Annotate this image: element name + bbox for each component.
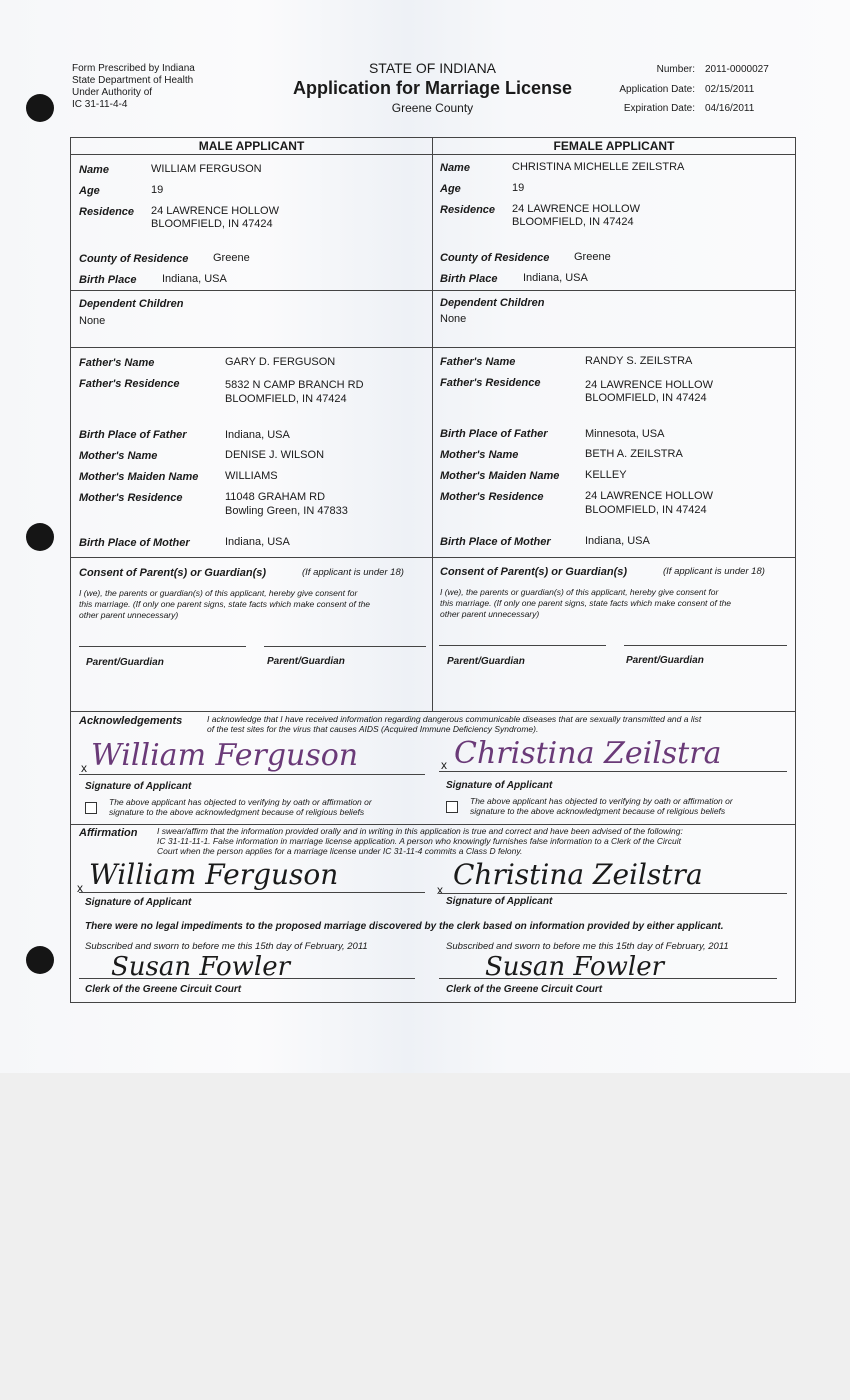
female-dependent-children-label: Dependent Children [440, 297, 545, 309]
male-father-birth: Indiana, USA [225, 429, 290, 441]
male-parent-guardian-1: Parent/Guardian [86, 657, 164, 668]
prescribed-line: IC 31-11-4-4 [72, 99, 128, 110]
form-title: Application for Marriage License [292, 78, 573, 98]
clerk-signature-male-side: Susan Fowler [111, 952, 291, 982]
male-age-label: Age [79, 185, 100, 197]
female-mother-birth-label: Birth Place of Mother [440, 536, 551, 548]
male-affirmation-signature-label: Signature of Applicant [85, 897, 192, 908]
male-signature-label: Signature of Applicant [85, 781, 192, 792]
male-consent-label: Consent of Parent(s) or Guardian(s) [79, 567, 267, 579]
male-father-residence-line2: BLOOMFIELD, IN 47424 [225, 393, 347, 405]
male-mother-name: DENISE J. WILSON [225, 449, 325, 461]
male-mother-maiden-label: Mother's Maiden Name [79, 471, 199, 483]
female-x-mark: x [441, 758, 447, 772]
female-parent-guardian-2: Parent/Guardian [626, 655, 704, 666]
expiration-date-value: 04/16/2011 [705, 103, 755, 114]
male-applicant-header: MALE APPLICANT [198, 139, 305, 153]
male-objection-text-2: signature to the above acknowledgment because of religious beliefs [109, 807, 365, 817]
male-mother-residence-line2: Bowling Green, IN 47833 [225, 505, 348, 517]
female-clerk-label: Clerk of the Greene Circuit Court [446, 984, 603, 995]
female-objection-text-2: signature to the above acknowledgment because of religious beliefs [470, 806, 726, 816]
male-subscribed-text: Subscribed and sworn to before me this 15th day of February, 2011 [85, 941, 368, 952]
prescribed-line: Form Prescribed by Indiana [72, 63, 195, 74]
female-subscribed-text: Subscribed and sworn to before me this 15th day of February, 2011 [446, 941, 729, 952]
male-affirmation-x-mark: x [77, 881, 83, 895]
expiration-date-label: Expiration Date: [623, 103, 695, 114]
female-mother-residence-label: Mother's Residence [440, 491, 544, 503]
affirmation-text-2: IC 31-11-11-1. False information in marriage license application. A person who knowingly furnishes false information to a Clerk of the Circuit [157, 836, 681, 846]
female-applicant-header: FEMALE APPLICANT [553, 139, 675, 153]
male-mother-residence-line1: 11048 GRAHAM RD [225, 491, 326, 503]
male-father-residence-line1: 5832 N CAMP BRANCH RD [225, 379, 364, 391]
female-county-label: County of Residence [440, 252, 550, 264]
male-objection-text-1: The above applicant has objected to verifying by oath or affirmation or [109, 797, 372, 807]
male-mother-birth-label: Birth Place of Mother [79, 537, 190, 549]
form-prescribed-note [72, 63, 195, 111]
female-father-birth-label: Birth Place of Father [440, 428, 548, 440]
prescribed-line: State Department of Health [72, 75, 194, 86]
male-name-label: Name [79, 164, 109, 176]
female-mother-name-label: Mother's Name [440, 449, 519, 461]
female-name: CHRISTINA MICHELLE ZEILSTRA [512, 161, 685, 173]
male-age: 19 [151, 184, 164, 196]
male-county: Greene [213, 252, 250, 264]
male-consent-text-1: I (we), the parents or guardian(s) of this applicant, hereby give consent for [79, 588, 358, 598]
male-father-name: GARY D. FERGUSON [225, 356, 336, 368]
female-dependent-children: None [440, 313, 467, 325]
female-father-birth: Minnesota, USA [585, 428, 665, 440]
male-mother-name-label: Mother's Name [79, 450, 158, 462]
number-value: 2011-0000027 [705, 64, 769, 75]
male-father-name-label: Father's Name [79, 357, 155, 369]
female-father-name-label: Father's Name [440, 356, 516, 368]
clerk-signature-female-side: Susan Fowler [485, 952, 665, 982]
state-name: STATE OF INDIANA [368, 60, 497, 76]
male-father-residence-label: Father's Residence [79, 378, 180, 390]
female-mother-residence-line2: BLOOMFIELD, IN 47424 [585, 504, 707, 516]
male-dependent-children: None [79, 315, 106, 327]
county-name: Greene County [391, 101, 474, 115]
female-county: Greene [574, 251, 611, 263]
male-mother-maiden: WILLIAMS [225, 470, 278, 482]
male-residence-label: Residence [79, 206, 135, 218]
female-parent-guardian-1: Parent/Guardian [447, 656, 525, 667]
female-mother-name: BETH A. ZEILSTRA [585, 448, 683, 460]
affirmation-text-3: Court when the person applies for a marriage license under IC 31-11-4 commits a Class D felony. [157, 846, 523, 856]
application-date-value: 02/15/2011 [705, 83, 755, 95]
male-residence-line1: 24 LAWRENCE HOLLOW [151, 205, 279, 217]
female-objection-text-1: The above applicant has objected to verifying by oath or affirmation or [470, 796, 733, 806]
punch-hole [26, 94, 54, 122]
female-affirmation-signature: Christina Zeilstra [453, 858, 703, 891]
male-mother-residence-label: Mother's Residence [79, 492, 183, 504]
female-mother-birth: Indiana, USA [585, 535, 650, 547]
male-x-mark: x [81, 761, 87, 775]
male-name: WILLIAM FERGUSON [151, 163, 262, 175]
male-consent-note: (If applicant is under 18) [302, 567, 404, 578]
female-acknowledgement-signature: Christina Zeilstra [454, 736, 722, 771]
male-parent-guardian-2: Parent/Guardian [267, 656, 345, 667]
affirmation-text-1: I swear/affirm that the information provided orally and in writing in this application is true and correct and have been advised of the following: [157, 826, 683, 836]
male-county-label: County of Residence [79, 253, 189, 265]
male-residence-line2: BLOOMFIELD, IN 47424 [151, 218, 273, 230]
female-consent-text-3: other parent unnecessary) [440, 609, 540, 619]
female-birth-place-label: Birth Place [440, 273, 498, 285]
male-clerk-label: Clerk of the Greene Circuit Court [85, 984, 242, 995]
female-affirmation-x-mark: x [437, 883, 443, 897]
female-birth-place: Indiana, USA [523, 272, 588, 284]
male-consent-text-2: this marriage. (If only one parent signs, state facts which make consent of the [79, 599, 371, 609]
no-impediments-statement: There were no legal impediments to the proposed marriage discovered by the clerk based on information provided by either applicant. [85, 921, 724, 932]
female-consent-note: (If applicant is under 18) [663, 566, 765, 577]
affirmation-label: Affirmation [79, 827, 138, 839]
female-age: 19 [512, 182, 525, 194]
female-signature-label: Signature of Applicant [446, 780, 553, 791]
punch-hole [26, 523, 54, 551]
female-consent-text-1: I (we), the parents or guardian(s) of this applicant, hereby give consent for [440, 587, 719, 597]
punch-hole [26, 946, 54, 974]
application-date-label: Application Date: [619, 83, 695, 95]
female-mother-residence-line1: 24 LAWRENCE HOLLOW [585, 490, 713, 502]
female-mother-maiden: KELLEY [585, 469, 627, 481]
female-father-residence-line1: 24 LAWRENCE HOLLOW [585, 379, 713, 391]
acknowledgement-text-1: I acknowledge that I have received information regarding dangerous communicable diseases that are sexually transmitted and a list [207, 714, 702, 724]
female-consent-text-2: this marriage. (If only one parent signs, state facts which make consent of the [440, 598, 732, 608]
form-title-block [270, 60, 595, 115]
acknowledgement-text-2: of the test sites for the virus that causes AIDS (Acquired Immune Deficiency Syndrome). [207, 724, 539, 734]
male-objection-checkbox[interactable] [85, 802, 97, 814]
female-residence-label: Residence [440, 204, 496, 216]
male-mother-birth: Indiana, USA [225, 536, 290, 548]
male-birth-place: Indiana, USA [162, 273, 227, 285]
male-affirmation-signature: William Ferguson [89, 858, 339, 891]
male-dependent-children-label: Dependent Children [79, 298, 184, 310]
female-residence-line2: BLOOMFIELD, IN 47424 [512, 216, 634, 228]
male-consent-text-3: other parent unnecessary) [79, 610, 179, 620]
male-father-birth-label: Birth Place of Father [79, 429, 187, 441]
male-acknowledgement-signature: William Ferguson [91, 738, 359, 773]
female-consent-label: Consent of Parent(s) or Guardian(s) [440, 566, 628, 578]
female-objection-checkbox[interactable] [446, 801, 458, 813]
male-birth-place-label: Birth Place [79, 274, 137, 286]
female-father-residence-label: Father's Residence [440, 377, 541, 389]
prescribed-line: Under Authority of [72, 87, 153, 98]
female-age-label: Age [440, 183, 461, 195]
female-mother-maiden-label: Mother's Maiden Name [440, 470, 560, 482]
female-father-residence-line2: BLOOMFIELD, IN 47424 [585, 392, 707, 404]
number-label: Number: [656, 64, 695, 75]
female-father-name: RANDY S. ZEILSTRA [585, 355, 693, 367]
acknowledgements-label: Acknowledgements [79, 715, 183, 727]
application-form [70, 137, 796, 1003]
female-affirmation-signature-label: Signature of Applicant [446, 896, 553, 907]
female-residence-line1: 24 LAWRENCE HOLLOW [512, 203, 640, 215]
female-name-label: Name [440, 162, 470, 174]
